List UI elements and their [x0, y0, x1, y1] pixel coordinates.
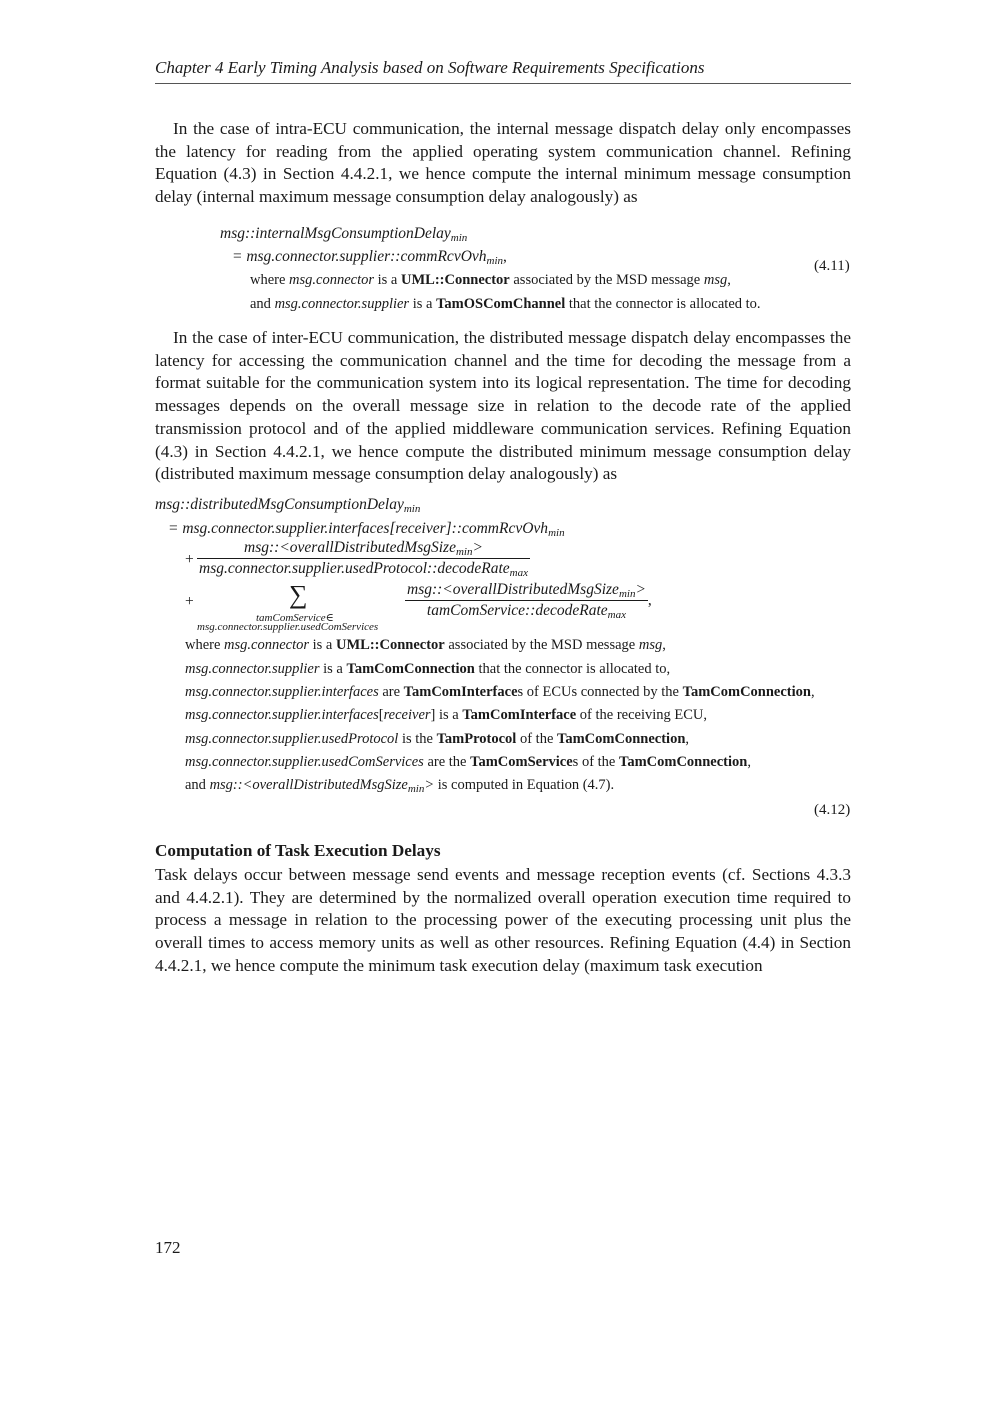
eq411-lhs: msg::internalMsgConsumptionDelay$_{min}$: [220, 225, 468, 244]
paragraph-intra-ecu: In the case of intra-ECU communication, the internal message dispatch delay only encompasses the latency for reading from the applied operating system communication channel. Refining Equation (4.3) in Section 4.4.2.1, we hence compute the internal minimum message consumption delay (internal maximum message consumption delay analogously) as: [155, 119, 851, 207]
page-number: 172: [155, 1238, 181, 1257]
fraction-2-denominator: tamComService::decodeRate$_{max}$: [405, 600, 648, 621]
eq411-where-1: where msg.connector is a UML::Connector associated by the MSD message msg,: [250, 272, 731, 288]
paragraph-inter-ecu: In the case of inter-ECU communication, the distributed message dispatch delay encompasses the latency for accessing the communication channel and the time for decoding the message from a format suitable for the communication system into its logical representation. The time for decoding messages depends on the overall message size in relation to the decode rate of the applied transmission protocol and of the applied middleware communication services. Refining Equation (4.3) in Section 4.4.2.1, we hence compute the distributed minimum message consumption delay (distributed maximum message consumption delay analogously) as: [155, 328, 851, 484]
eq411-rhs: = msg.connector.supplier::commRcvOvh$_{min}$,: [232, 248, 507, 267]
fraction-1-denominator: msg.connector.supplier.usedProtocol::decodeRate$_{max}$: [199, 560, 528, 579]
eq412-fraction-1: [197, 539, 530, 579]
eq412-where-3: msg.connector.supplier.interfaces are TamComInterfaces of ECUs connected by the TamComConnection,: [185, 684, 815, 700]
eq412-where-7: and msg::<overallDistributedMsgSize$_{min}$> is computed in Equation (4.7).: [185, 777, 615, 795]
section-heading: Computation of Task Execution Delays: [155, 841, 441, 860]
eq411-where-2: and msg.connector.supplier is a TamOSComChannel that the connector is allocated to.: [250, 296, 761, 312]
eq412-where-6: msg.connector.supplier.usedComServices are the TamComServices of the TamComConnection,: [185, 754, 751, 770]
eq412-plus-2: +: [185, 593, 194, 610]
eq412-where-2: msg.connector.supplier is a TamComConnection that the connector is allocated to,: [185, 661, 671, 677]
eq411-number: (4.11): [814, 258, 850, 274]
sum-index-2: msg.connector.supplier.usedComServices: [197, 621, 379, 633]
header-rule: [155, 83, 851, 84]
eq412-plus-1: +: [185, 551, 194, 568]
eq412-fraction-2: $\frac{msg::<overallDistributedMsgSize_{min}>}{tamComService::decodeRate_{max}}$ ,: [407, 581, 652, 621]
eq412-where-1: where msg.connector is a UML::Connector associated by the MSD message msg,: [185, 637, 666, 653]
fraction-2-numerator: msg::<overallDistributedMsgSize$_{min}$>: [407, 581, 646, 600]
eq412-where-4: msg.connector.supplier.interfaces[receiver] is a TamComInterface of the receiving ECU,: [185, 707, 708, 723]
eq412-line1: = msg.connector.supplier.interfaces[receiver]::commRcvOvh$_{min}$: [168, 520, 565, 539]
sum-index-1: tamComService∈: [256, 612, 334, 624]
fraction-1-numerator: msg::<overallDistributedMsgSize$_{min}$>: [244, 539, 483, 558]
running-header: Chapter 4 Early Timing Analysis based on Software Requirements Specifications: [155, 58, 705, 77]
eq412-lhs: msg::distributedMsgConsumptionDelay$_{min}$: [155, 496, 421, 515]
sum-symbol: ∑: [289, 580, 308, 609]
eq412-where-5: msg.connector.supplier.usedProtocol is the TamProtocol of the TamComConnection,: [185, 731, 690, 747]
paragraph-task-delays: Task delays occur between message send events and message reception events (cf. Sections 4.3.3 and 4.4.2.1). They are determined by the normalized overall operation execution time required to process a message in relation to the processing power of the executing processing unit plus the overall times to access memory units as well as other resources. Refining Equation (4.4) in Section 4.4.2.1, we hence compute the minimum task execution delay (maximum task execution: [155, 865, 851, 975]
eq412-number: (4.12): [814, 802, 851, 818]
